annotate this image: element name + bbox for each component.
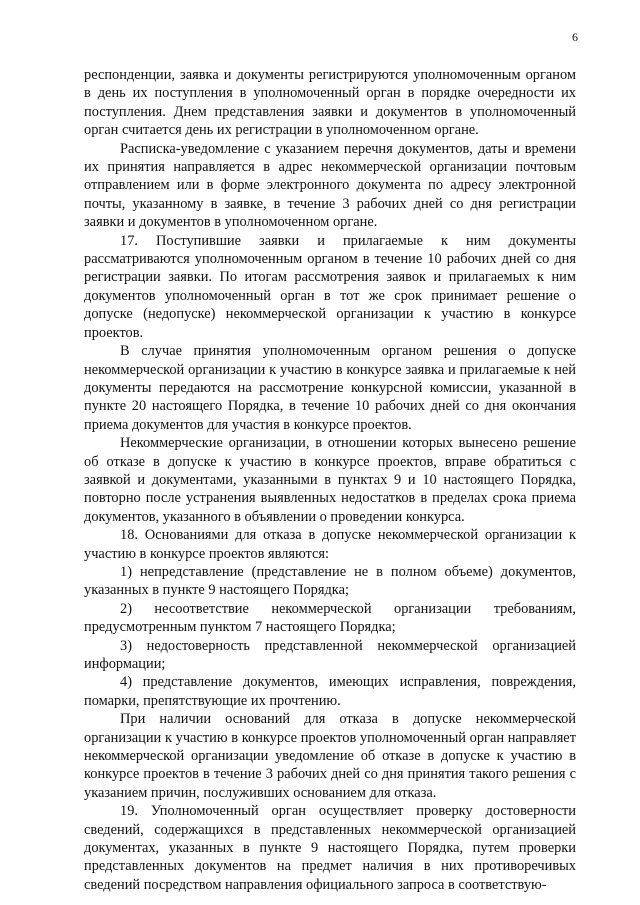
paragraph-clause-18: 18. Основаниями для отказа в допуске некоммерческой организации к участию в конкурсе проектов являются: [84, 527, 576, 562]
document-body [84, 66, 576, 894]
paragraph-continuation: респонденции, заявка и документы регистрируются уполномоченным органом в день их поступления в уполномоченный орган в порядке очередности их поступления. Днем представления заявки и документов в уполномоченный орган считается день их регистрации в уполномоченном органе. [84, 67, 576, 139]
paragraph-refusal-notice: При наличии оснований для отказа в допуске некоммерческой организации к участию в конкурсе проектов уполномоченный орган направляет некоммерческой организации уведомление об отказе в допуске к участию в конкурсе проектов в течение 3 рабочих дней со дня принятия такого решения с указанием причин, послуживших основанием для отказа. [84, 711, 576, 801]
list-item-refusal-3: 3) недостоверность представленной некоммерческой организацией информации; [84, 637, 576, 672]
paragraph-receipt-notice: Расписка-уведомление с указанием перечня документов, даты и времени их принятия направляется в адрес некоммерческой организации почтовым отправлением или в форме электронного документа по адресу электронной почты, указанному в заявке, в течение 3 рабочих дней со дня регистрации заявки и документов в уполномоченном органе. [84, 140, 576, 231]
list-item-refusal-4: 4) представление документов, имеющих исправления, повреждения, помарки, препятствующие их прочтению. [84, 674, 576, 709]
paragraph-clause-19: 19. Уполномоченный орган осуществляет проверку достоверности сведений, содержащихся в представленных некоммерческой организацией документах, указанных в пункте 9 настоящего Порядка, путем проверки представленных документов на предмет наличия в них противоречивых сведений посредством направления официального запроса в соответствую- [84, 803, 576, 893]
paragraph-admission-decision: В случае принятия уполномоченным органом решения о допуске некоммерческой организации к участию в конкурсе заявка и прилагаемые к ней документы передаются на рассмотрение конкурсной комиссии, указанной в пункте 20 настоящего Порядка, в течение 10 рабочих дней со дня окончания приема документов для участия в конкурсе проектов. [84, 343, 576, 433]
paragraph-clause-17: 17. Поступившие заявки и прилагаемые к ним документы рассматриваются уполномоченным органом в течение 10 рабочих дней со дня регистрации заявки. По итогам рассмотрения заявок и прилагаемых к ним документов уполномоченный орган в тот же срок принимает решение о допуске (недопуске) некоммерческой организации к участию в конкурсе проектов. [84, 232, 576, 341]
paragraph-refused-organizations: Некоммерческие организации, в отношении которых вынесено решение об отказе в допуске к участию в конкурсе проектов, вправе обратиться с заявкой и документами, указанными в пунктах 9 и 10 настоящего Порядка, повторно после устранения выявленных недостатков в пределах срока приема документов, указанного в объявлении о проведении конкурса. [84, 435, 576, 525]
page-number: 6 [572, 30, 578, 44]
list-item-refusal-2: 2) несоответствие некоммерческой организации требованиям, предусмотренным пунктом 7 настоящего Порядка; [84, 600, 576, 636]
list-item-refusal-1: 1) непредставление (представление не в полном объеме) документов, указанных в пункте 9 настоящего Порядка; [84, 563, 576, 599]
